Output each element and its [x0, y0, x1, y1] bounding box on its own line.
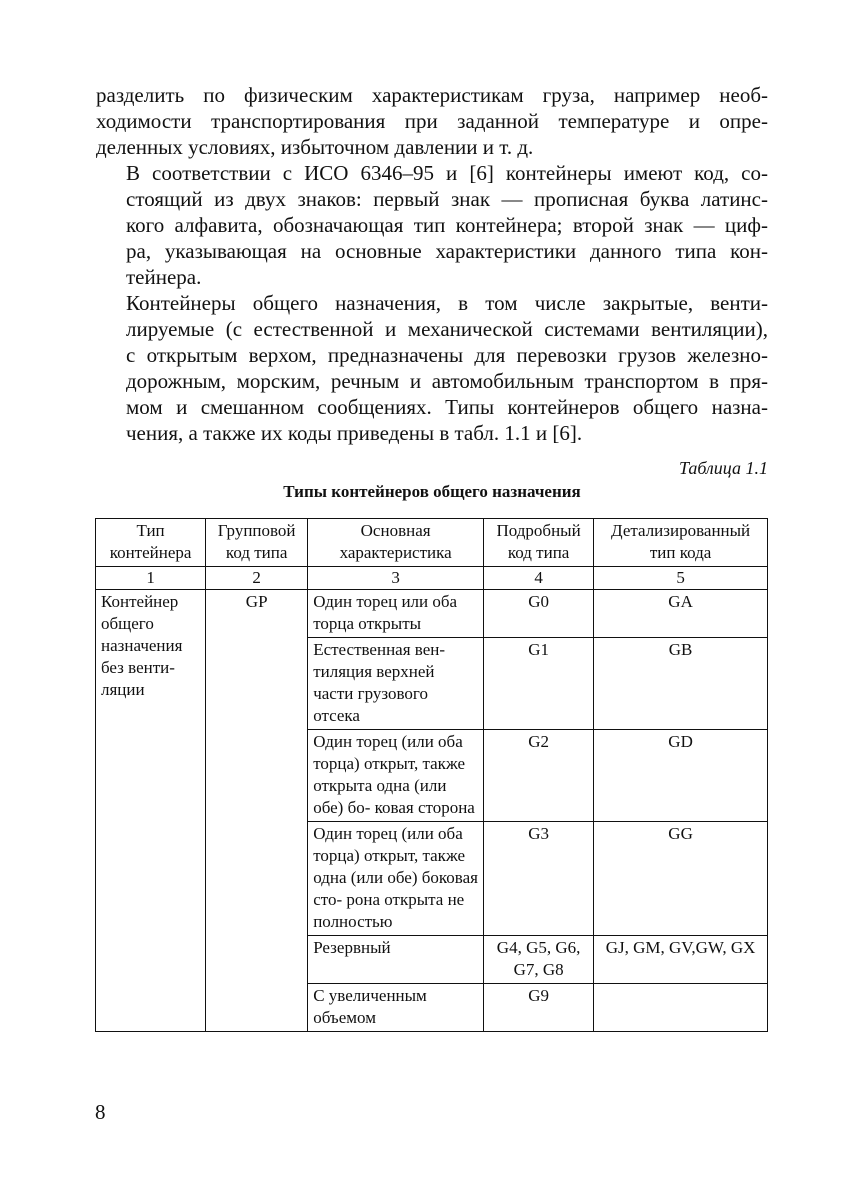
code-cell: G9 — [484, 984, 594, 1032]
text-line: чения, а также их коды приведены в табл. 1.1 и [6]. — [126, 421, 583, 445]
container-types-table — [95, 518, 768, 1032]
text-line: с открытым верхом, предназначены для перевозки грузов железно- — [126, 343, 768, 367]
text-line: разделить по физическим характеристикам груза, например необ- — [96, 83, 768, 107]
header-container-type: Тип контейнера — [96, 519, 206, 567]
code-cell: G1 — [484, 638, 594, 730]
table-row — [96, 590, 768, 638]
characteristic-cell: Естественная вен- тиляция верхней части грузового отсека — [308, 638, 484, 730]
text-line: ходимости транспортирования при заданной температуре и опре- — [96, 109, 768, 133]
column-number: 3 — [308, 567, 484, 590]
header-detailed-code: Подробный код типа — [484, 519, 594, 567]
table-header-row — [96, 519, 768, 567]
body-text — [96, 82, 768, 446]
text-line: мом и смешанном сообщениях. Типы контейнеров общего назна- — [126, 395, 768, 419]
characteristic-cell: С увеличенным объемом — [308, 984, 484, 1032]
text-line: Контейнеры общего назначения, в том числе закрытые, венти- — [126, 291, 768, 315]
text-line: В соответствии с ИСО 6346–95 и [6] контейнеры имеют код, со- — [126, 161, 768, 185]
code-cell: G4, G5, G6, G7, G8 — [484, 936, 594, 984]
header-characteristic: Основная характеристика — [308, 519, 484, 567]
text-line: деленных условиях, избыточном давлении и т. д. — [96, 135, 534, 159]
container-type-cell: Контейнер общего назначения без венти- ляции — [96, 590, 206, 1032]
text-line: стоящий из двух знаков: первый знак — прописная буква латинс- — [126, 187, 768, 211]
paragraph-1 — [96, 82, 768, 160]
text-line: кого алфавита, обозначающая тип контейнера; второй знак — циф- — [126, 213, 768, 237]
code-cell: G0 — [484, 590, 594, 638]
header-group-code: Групповой код типа — [206, 519, 308, 567]
text-line: дорожным, морским, речным и автомобильным транспортом в пря- — [126, 369, 768, 393]
table-title: Типы контейнеров общего назначения — [283, 482, 581, 501]
paragraph-2 — [96, 160, 768, 290]
column-number: 2 — [206, 567, 308, 590]
detail-cell: GB — [594, 638, 768, 730]
code-cell: G2 — [484, 730, 594, 822]
characteristic-cell: Один торец (или оба торца) открыт, также открыта одна (или обе) бо- ковая сторона — [308, 730, 484, 822]
text-line: ра, указывающая на основные характеристики данного типа кон- — [126, 239, 768, 263]
column-number: 5 — [594, 567, 768, 590]
detail-cell: GD — [594, 730, 768, 822]
characteristic-cell: Один торец или оба торца открыты — [308, 590, 484, 638]
detail-cell: GG — [594, 822, 768, 936]
column-number-row — [96, 567, 768, 590]
characteristic-cell: Резервный — [308, 936, 484, 984]
group-code-cell: GP — [206, 590, 308, 1032]
characteristic-cell: Один торец (или оба торца) открыт, также одна (или обе) боковая сто- рона открыта не полностью — [308, 822, 484, 936]
column-number: 1 — [96, 567, 206, 590]
detail-cell: GJ, GM, GV,GW, GX — [594, 936, 768, 984]
code-cell: G3 — [484, 822, 594, 936]
detail-cell: GA — [594, 590, 768, 638]
column-number: 4 — [484, 567, 594, 590]
table-number: Таблица 1.1 — [678, 458, 768, 478]
text-line: лируемые (с естественной и механической системами вентиляции), — [126, 317, 768, 341]
text-line: тейнера. — [126, 265, 202, 289]
paragraph-3 — [96, 290, 768, 446]
header-detailed-type: Детализированный тип кода — [594, 519, 768, 567]
page-number: 8 — [95, 1100, 106, 1124]
detail-cell — [594, 984, 768, 1032]
